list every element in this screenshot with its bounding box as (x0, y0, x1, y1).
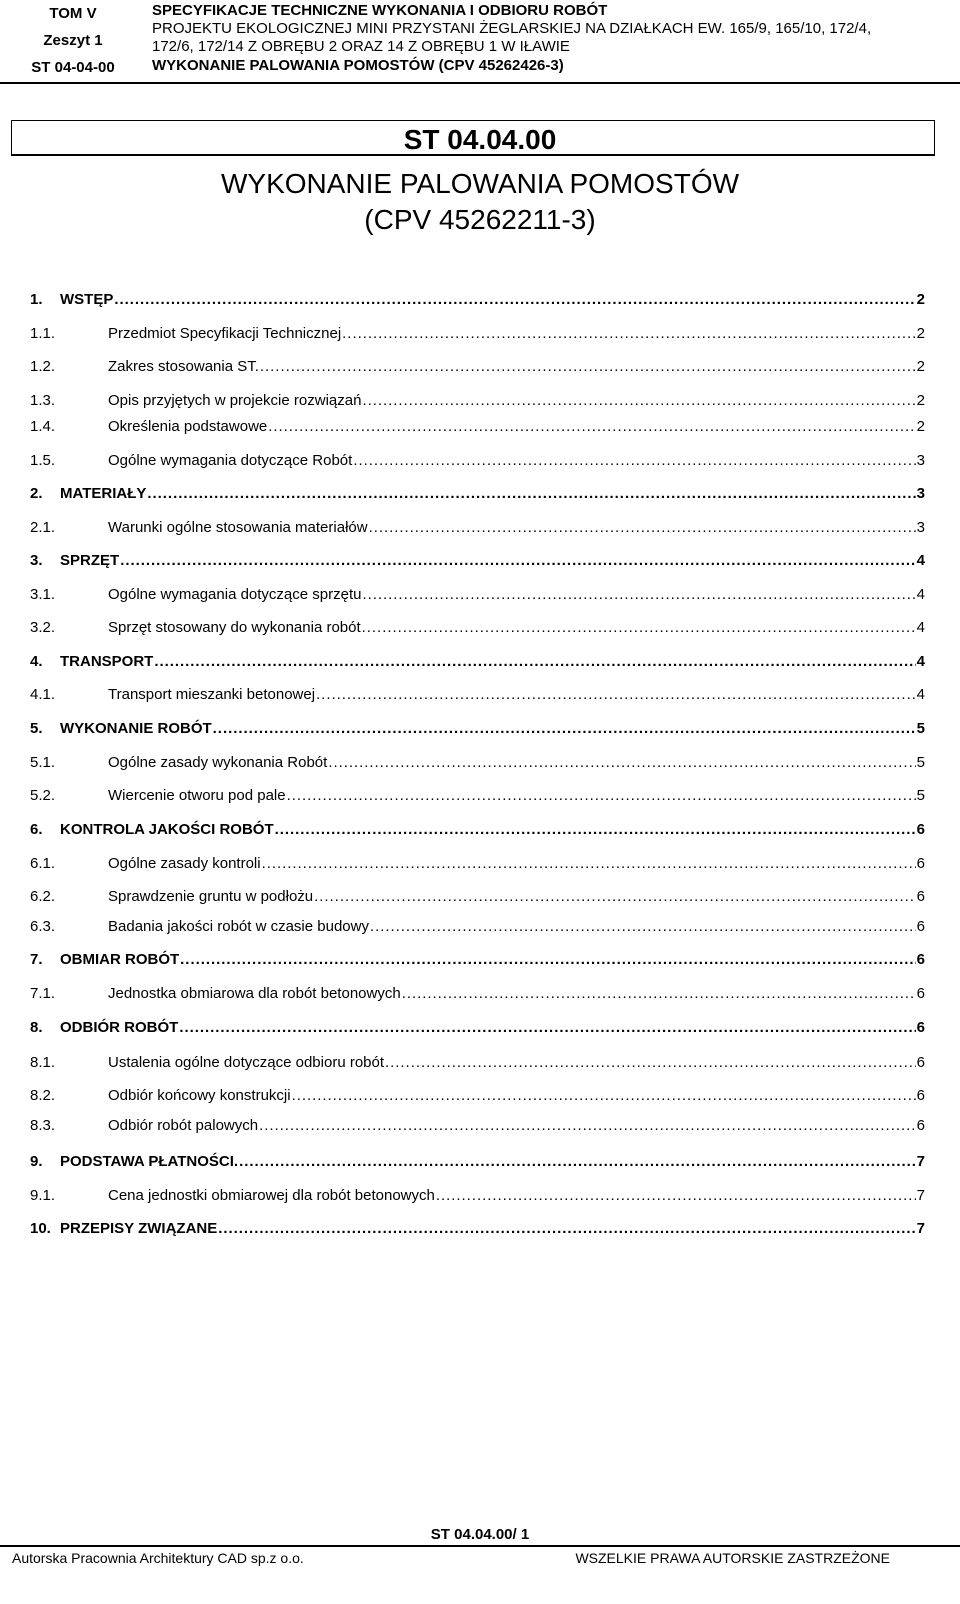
toc-entry-number: 8.3. (30, 1117, 56, 1134)
toc-dot-leader (362, 617, 916, 639)
header-title-line-1: SPECYFIKACJE TECHNICZNE WYKONANIA I ODBIORU ROBÓT (152, 2, 608, 19)
footer-rights: WSZELKIE PRAWA AUTORSKIE ZASTRZEŻONE (575, 1550, 890, 1566)
toc-entry-number: 5. (30, 720, 43, 737)
header-volume: TOM V (49, 5, 97, 22)
toc-entry-number: 2.1. (30, 519, 56, 536)
footer-company: Autorska Pracownia Architektury CAD sp.z o.o. (12, 1550, 304, 1566)
toc-entry-number: 3.1. (30, 586, 56, 603)
toc-entry-page: 2 (916, 325, 925, 342)
toc-entry-page: 5 (916, 787, 925, 804)
toc-entry-title: WYKONANIE ROBÓT (60, 720, 212, 737)
toc-entry-title: Odbiór robót palowych (108, 1117, 259, 1134)
toc-entry-number: 8. (30, 1019, 43, 1036)
toc-entry-page: 7 (916, 1153, 925, 1170)
toc-entry-number: 4. (30, 653, 43, 670)
toc-entry-page: 6 (916, 1117, 925, 1134)
toc-dot-leader (260, 356, 916, 378)
toc-entry-title: Sprawdzenie gruntu w podłożu (108, 888, 314, 905)
toc-entry-page: 6 (916, 855, 925, 872)
toc-entry-title: WSTĘP (60, 291, 114, 308)
toc-entry-page: 7 (916, 1187, 925, 1204)
toc-entry-page: 2 (916, 358, 925, 375)
toc-entry[interactable] (30, 356, 925, 378)
toc-entry-page: 2 (916, 291, 925, 308)
header-title-block (152, 0, 952, 75)
toc-entry-title: Cena jednostki obmiarowej dla robót betonowych (108, 1187, 435, 1204)
toc-dot-leader (316, 684, 916, 706)
toc-entry-title: Sprzęt stosowany do wykonania robót (108, 619, 361, 636)
toc-entry-page: 4 (916, 619, 925, 636)
toc-entry[interactable] (30, 819, 925, 841)
toc-entry-page: 6 (916, 1054, 925, 1071)
toc-entry-number: 1. (30, 291, 43, 308)
toc-entry[interactable] (30, 584, 925, 606)
toc-entry-number: 8.1. (30, 1054, 56, 1071)
toc-dot-leader (275, 819, 916, 841)
toc-dot-leader (262, 853, 916, 875)
toc-entry-number: 7. (30, 951, 43, 968)
toc-entry-title: PODSTAWA PŁATNOŚCI. (60, 1153, 239, 1170)
toc-entry-page: 3 (916, 452, 925, 469)
toc-dot-leader (114, 289, 915, 311)
toc-dot-leader (328, 752, 915, 774)
toc-dot-leader (362, 584, 915, 606)
toc-entry-title: SPRZĘT (60, 552, 120, 569)
toc-entry[interactable] (30, 752, 925, 774)
toc-entry-number: 8.2. (30, 1087, 56, 1104)
toc-entry-number: 2. (30, 485, 43, 502)
toc-entry-page: 7 (916, 1220, 925, 1237)
toc-entry[interactable] (30, 450, 925, 472)
toc-entry-page: 3 (916, 485, 925, 502)
toc-entry-title: Ogólne zasady wykonania Robót (108, 754, 328, 771)
toc-entry-title: MATERIAŁY (60, 485, 147, 502)
toc-entry[interactable] (30, 1218, 925, 1240)
toc-entry-number: 1.2. (30, 358, 56, 375)
toc-entry-number: 3.2. (30, 619, 56, 636)
toc-entry-page: 4 (916, 586, 925, 603)
document-title (0, 166, 960, 238)
toc-entry[interactable] (30, 1185, 925, 1207)
toc-entry[interactable] (30, 916, 925, 938)
toc-entry[interactable] (30, 1052, 925, 1074)
toc-entry-title: Transport mieszanki betonowej (108, 686, 316, 703)
toc-entry-number: 1.3. (30, 392, 56, 409)
header-notebook: Zeszyt 1 (43, 32, 103, 49)
toc-entry-page: 4 (916, 653, 925, 670)
toc-entry-page: 6 (916, 918, 925, 935)
page-header (0, 0, 960, 84)
header-spec-code: ST 04-04-00 (31, 59, 115, 76)
toc-dot-leader (436, 1185, 916, 1207)
toc-entry-number: 5.2. (30, 787, 56, 804)
toc-entry-title: Ogólne zasady kontroli (108, 855, 261, 872)
toc-entry-page: 4 (916, 552, 925, 569)
toc-dot-leader (120, 550, 915, 572)
toc-dot-leader (268, 416, 915, 438)
toc-entry-title: Wiercenie otworu pod pale (108, 787, 286, 804)
toc-entry[interactable] (30, 684, 925, 706)
header-identifiers (0, 0, 146, 82)
toc-entry-page: 5 (916, 720, 925, 737)
footer-divider (0, 1545, 960, 1547)
toc-entry-page: 3 (916, 519, 925, 536)
footer-page-number: ST 04.04.00/ 1 (430, 1526, 530, 1543)
toc-entry-number: 6.3. (30, 918, 56, 935)
toc-dot-leader (292, 1085, 916, 1107)
toc-dot-leader (180, 949, 915, 971)
document-title-line-2: (CPV 45262211-3) (364, 204, 596, 235)
toc-entry-title: KONTROLA JAKOŚCI ROBÓT (60, 821, 274, 838)
document-code: ST 04.04.00 (403, 124, 557, 155)
toc-entry-title: Przedmiot Specyfikacji Technicznej (108, 325, 342, 342)
toc-entry-title: Ustalenia ogólne dotyczące odbioru robót (108, 1054, 385, 1071)
toc-dot-leader (179, 1017, 915, 1039)
toc-entry[interactable] (30, 949, 925, 971)
toc-entry[interactable] (30, 517, 925, 539)
toc-entry[interactable] (30, 550, 925, 572)
toc-entry-number: 9. (30, 1153, 43, 1170)
toc-entry-title: PRZEPISY ZWIĄZANE (60, 1220, 218, 1237)
toc-entry[interactable] (30, 983, 925, 1005)
toc-dot-leader (154, 651, 915, 673)
toc-dot-leader (369, 517, 916, 539)
toc-entry-title: ODBIÓR ROBÓT (60, 1019, 179, 1036)
toc-entry-page: 4 (916, 686, 925, 703)
toc-dot-leader (370, 916, 916, 938)
toc-dot-leader (147, 483, 915, 505)
toc-entry-page: 6 (916, 951, 925, 968)
toc-entry-number: 1.1. (30, 325, 56, 342)
toc-entry-title: Jednostka obmiarowa dla robót betonowych (108, 985, 401, 1002)
toc-entry-number: 6.2. (30, 888, 56, 905)
toc-dot-leader (218, 1218, 915, 1240)
toc-entry[interactable] (30, 289, 925, 311)
toc-entry-page: 5 (916, 754, 925, 771)
toc-entry-page: 2 (916, 392, 925, 409)
toc-entry-page: 6 (916, 1087, 925, 1104)
toc-entry[interactable] (30, 416, 925, 438)
toc-entry-number: 5.1. (30, 754, 56, 771)
toc-entry-title: Zakres stosowania ST. (108, 358, 259, 375)
toc-entry-title: TRANSPORT (60, 653, 154, 670)
toc-entry-number: 3. (30, 552, 43, 569)
toc-entry[interactable] (30, 1151, 925, 1173)
toc-dot-leader (287, 785, 916, 807)
toc-entry-title: Opis przyjętych w projekcie rozwiązań (108, 392, 362, 409)
toc-entry[interactable] (30, 1085, 925, 1107)
toc-entry-page: 6 (916, 888, 925, 905)
document-title-line-1: WYKONANIE PALOWANIA POMOSTÓW (220, 168, 740, 199)
toc-entry-title: Odbiór końcowy konstrukcji (108, 1087, 291, 1104)
toc-entry[interactable] (30, 718, 925, 740)
toc-entry[interactable] (30, 390, 925, 412)
toc-entry-title: Określenia podstawowe (108, 418, 268, 435)
toc-entry-number: 6.1. (30, 855, 56, 872)
toc-entry-number: 10. (30, 1220, 51, 1237)
toc-entry-page: 6 (916, 1019, 925, 1036)
toc-dot-leader (385, 1052, 916, 1074)
header-title-line-3: 172/6, 172/14 Z OBRĘBU 2 ORAZ 14 Z OBRĘBU 1 W IŁAWIE (152, 38, 570, 55)
toc-entry-title: Ogólne wymagania dotyczące Robót (108, 452, 353, 469)
header-title-line-2: PROJEKTU EKOLOGICZNEJ MINI PRZYSTANI ŻEGLARSKIEJ NA DZIAŁKACH EW. 165/9, 165/10, 172/4, (152, 20, 872, 37)
toc-entry-number: 6. (30, 821, 43, 838)
toc-entry-title: Ogólne wymagania dotyczące sprzętu (108, 586, 362, 603)
toc-dot-leader (362, 390, 915, 412)
toc-entry-page: 6 (916, 985, 925, 1002)
toc-entry-page: 2 (916, 418, 925, 435)
toc-entry[interactable] (30, 1115, 925, 1137)
toc-entry-title: OBMIAR ROBÓT (60, 951, 180, 968)
toc-entry[interactable] (30, 651, 925, 673)
toc-dot-leader (314, 886, 916, 908)
toc-entry[interactable] (30, 617, 925, 639)
toc-dot-leader (239, 1151, 916, 1173)
toc-entry-page: 6 (916, 821, 925, 838)
toc-entry[interactable] (30, 785, 925, 807)
toc-dot-leader (259, 1115, 916, 1137)
toc-entry-number: 7.1. (30, 985, 56, 1002)
toc-dot-leader (353, 450, 915, 472)
toc-entry[interactable] (30, 886, 925, 908)
toc-dot-leader (213, 718, 916, 740)
toc-entry-number: 1.4. (30, 418, 56, 435)
header-title-line-4: WYKONANIE PALOWANIA POMOSTÓW (CPV 45262426-3) (152, 57, 564, 74)
toc-entry-number: 9.1. (30, 1187, 56, 1204)
toc-entry[interactable] (30, 323, 925, 345)
toc-entry-title: Badania jakości robót w czasie budowy (108, 918, 369, 935)
toc-entry-number: 1.5. (30, 452, 56, 469)
toc-entry[interactable] (30, 483, 925, 505)
toc-dot-leader (402, 983, 916, 1005)
toc-entry-title: Warunki ogólne stosowania materiałów (108, 519, 368, 536)
toc-dot-leader (342, 323, 915, 345)
toc-entry-number: 4.1. (30, 686, 56, 703)
toc-entry[interactable] (30, 853, 925, 875)
toc-entry[interactable] (30, 1017, 925, 1039)
